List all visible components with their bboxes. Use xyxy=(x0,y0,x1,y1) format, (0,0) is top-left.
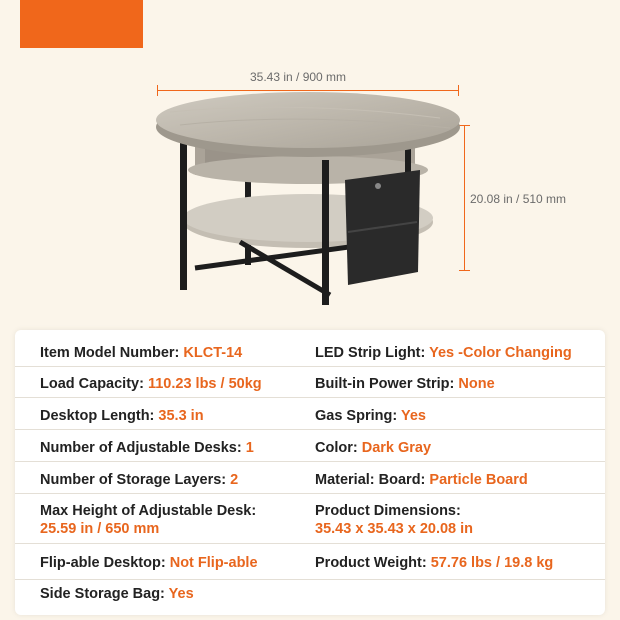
spec-flip-able: Flip-able Desktop: Not Flip-able xyxy=(40,555,258,571)
spec-max-height: Max Height of Adjustable Desk: 25.59 in / 650 mm xyxy=(40,503,257,537)
specifications-panel xyxy=(15,330,605,615)
spec-item-model: Item Model Number: KLCT-14 xyxy=(40,345,243,361)
spec-desktop-length: Desktop Length: 35.3 in xyxy=(40,408,204,424)
spec-storage-layers: Number of Storage Layers: 2 xyxy=(40,472,239,488)
spec-led-strip: LED Strip Light: Yes -Color Changing xyxy=(315,345,572,361)
spec-color: Color: Dark Gray xyxy=(315,440,432,456)
spec-power-strip: Built-in Power Strip: None xyxy=(315,376,495,392)
spec-product-weight: Product Weight: 57.76 lbs / 19.8 kg xyxy=(315,555,554,571)
height-dimension-label: 20.08 in / 510 mm xyxy=(470,192,567,206)
spec-gas-spring: Gas Spring: Yes xyxy=(315,408,426,424)
spec-load-capacity: Load Capacity: 110.23 lbs / 50kg xyxy=(40,376,262,392)
spec-adjustable-desks: Number of Adjustable Desks: 1 xyxy=(40,440,254,456)
spec-material: Material: Board: Particle Board xyxy=(315,472,528,488)
spec-product-dimensions: Product Dimensions: 35.43 x 35.43 x 20.08 in xyxy=(315,503,474,537)
width-dimension-label: 35.43 in / 900 mm xyxy=(250,70,347,84)
spec-side-storage-bag: Side Storage Bag: Yes xyxy=(40,586,194,602)
